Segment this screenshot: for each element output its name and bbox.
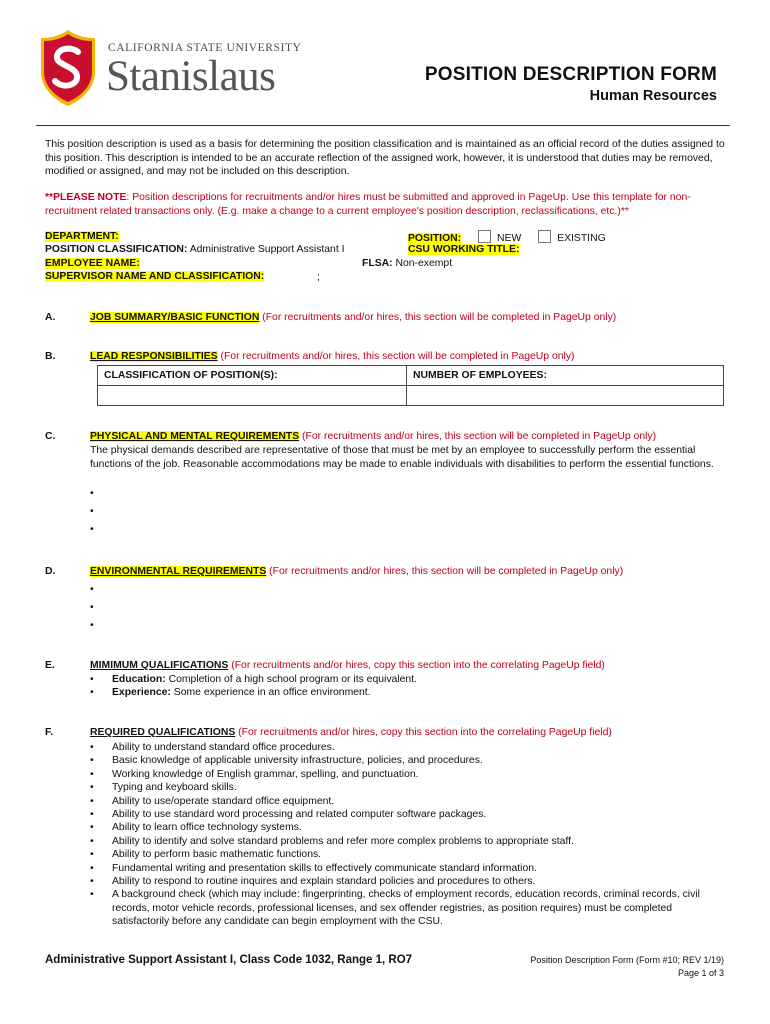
list-item: • Typing and keyboard skills. [90, 781, 723, 794]
section-e-title: MIMIMUM QUALIFICATIONS [90, 660, 229, 671]
list-item: • Ability to respond to routine inquires and explain standard policies and procedures to others. [90, 875, 723, 888]
list-item: • A background check (which may include: fingerprinting, checks of employment records, education records, criminal records, civil records, motor vehicle records, professional licenses, and sex offender registries, as position requires) must be completed satisfactorily before any candidate can begin employment with the CSU. [90, 888, 723, 928]
footer-page-number: Page 1 of 3 [677, 967, 724, 978]
education-label: Education: [112, 674, 166, 685]
section-c-body: The physical demands described are representative of those that must be met by an employee to successfully perform the essential functions of the job. Reasonable accommodations may be made to enable individuals with disabilities to perform the essential functions. [90, 445, 714, 470]
section-e-letter: E. [45, 660, 55, 671]
section-b-letter: B. [45, 351, 56, 362]
intro-paragraph: This position description is used as a basis for determining the position classification and is maintained as an official record of the duties assigned to this position. This description is intended to be an accurate reflection of the assigned work, however, it is understood that duties may be removed, modified or assigned, and may not be included on this description. [45, 139, 725, 177]
list-item: • Basic knowledge of applicable university infrastructure, policies, and procedures. [90, 754, 723, 767]
section-a-heading [90, 312, 616, 323]
list-item: • Ability to understand standard office procedures. [90, 741, 723, 754]
logo-campus-name: Stanislaus [106, 53, 276, 100]
experience-text: Some experience in an office environment. [170, 687, 371, 699]
list-item [90, 673, 710, 686]
shield-logo-icon [38, 28, 98, 108]
header-divider [36, 125, 730, 126]
section-c-title: PHYSICAL AND MENTAL REQUIREMENTS [90, 431, 300, 442]
list-item: • Ability to use standard word processing and related computer software packages. [90, 808, 723, 821]
list-item: • Fundamental writing and presentation skills to effectively communicate standard information. [90, 862, 723, 875]
flsa-label: FLSA: [362, 258, 393, 269]
classification-field [45, 244, 345, 255]
section-f-title: REQUIRED QUALIFICATIONS [90, 727, 236, 738]
section-f-letter: F. [45, 727, 54, 738]
university-logo [38, 28, 302, 108]
list-item: • Ability to use/operate standard office equipment. [90, 795, 723, 808]
employees-header: NUMBER OF EMPLOYEES: [407, 366, 724, 386]
section-d-bullets [90, 583, 690, 637]
classification-label: POSITION CLASSIFICATION: [45, 244, 188, 255]
section-e-list [90, 673, 710, 700]
section-c-note: (For recruitments and/or hires, this section will be completed in PageUp only) [299, 431, 657, 442]
list-item[interactable] [90, 583, 690, 601]
existing-checkbox[interactable] [538, 230, 551, 243]
section-e-note: (For recruitments and/or hires, copy this section into the correlating PageUp field) [228, 660, 605, 671]
section-c-bullets [90, 487, 690, 541]
list-item: • Ability to perform basic mathematic functions. [90, 848, 723, 861]
section-f-note: (For recruitments and/or hires, copy this section into the correlating PageUp field) [235, 727, 612, 738]
section-d-note: (For recruitments and/or hires, this section will be completed in PageUp only) [266, 566, 624, 577]
please-note-label: **PLEASE NOTE [45, 192, 127, 203]
page-title: POSITION DESCRIPTION FORM [424, 64, 717, 85]
please-note-text: : Position descriptions for recruitments and/or hires must be submitted and approved in PageUp. Use this template for non-recruitment related transactions only. (E.g. make a change to a current employee's position description, reclassifications, etc.)** [45, 192, 691, 217]
list-item[interactable] [90, 487, 690, 505]
department-label: DEPARTMENT: [45, 231, 119, 242]
section-f-heading [90, 727, 612, 738]
section-d-title: ENVIRONMENTAL REQUIREMENTS [90, 566, 267, 577]
existing-label: EXISTING [557, 233, 606, 244]
classification-value: Administrative Support Assistant I [189, 244, 345, 255]
list-item[interactable] [90, 505, 690, 523]
footer-form-info [530, 954, 724, 979]
list-item: • Ability to learn office technology systems. [90, 821, 723, 834]
section-b-heading [90, 351, 575, 362]
section-c-letter: C. [45, 431, 56, 442]
section-a-letter: A. [45, 312, 56, 323]
please-note [45, 191, 730, 218]
flsa-value: Non-exempt [395, 258, 453, 269]
footer-position-info: Administrative Support Assistant I, Class Code 1032, Range 1, RO7 [45, 954, 413, 966]
list-item[interactable] [90, 619, 690, 637]
table-row [98, 386, 724, 406]
classification-header: CLASSIFICATION OF POSITION(S): [98, 366, 407, 386]
position-label: POSITION: [408, 233, 462, 244]
logo-university-name: CALIFORNIA STATE UNIVERSITY [108, 42, 302, 54]
section-f-list [90, 741, 723, 929]
employees-cell[interactable] [407, 386, 724, 406]
lead-responsibilities-table [97, 365, 724, 406]
list-item [90, 686, 710, 699]
section-d-heading [90, 566, 623, 577]
list-item: • Working knowledge of English grammar, spelling, and punctuation. [90, 768, 723, 781]
section-e-heading [90, 660, 605, 671]
new-label: NEW [497, 233, 522, 244]
section-b-title: LEAD RESPONSIBILITIES [90, 351, 218, 362]
section-a-title: JOB SUMMARY/BASIC FUNCTION [90, 312, 260, 323]
working-title-label: CSU WORKING TITLE: [408, 244, 520, 255]
new-checkbox[interactable] [478, 230, 491, 243]
employee-name-label: EMPLOYEE NAME: [45, 258, 140, 269]
section-b-note: (For recruitments and/or hires, this section will be completed in PageUp only) [217, 351, 575, 362]
table-row [98, 366, 724, 386]
section-a-note: (For recruitments and/or hires, this section will be completed in PageUp only) [259, 312, 617, 323]
list-item[interactable] [90, 523, 690, 541]
position-field [408, 230, 606, 244]
list-item[interactable] [90, 601, 690, 619]
supervisor-label: SUPERVISOR NAME AND CLASSIFICATION: [45, 271, 265, 282]
flsa-field [362, 258, 452, 269]
section-d-letter: D. [45, 566, 56, 577]
list-item: • Ability to identify and solve standard problems and refer more complex problems to appropriate staff. [90, 835, 723, 848]
education-text: Completion of a high school program or its equivalent. [165, 674, 417, 685]
supervisor-value: ; [317, 272, 320, 283]
footer-form-number: Position Description Form (Form #10; REV 1/19) [530, 955, 724, 965]
page-subtitle: Human Resources [589, 88, 717, 104]
experience-label: Experience: [112, 687, 171, 699]
classification-cell[interactable] [98, 386, 407, 406]
section-c-heading [90, 431, 656, 442]
